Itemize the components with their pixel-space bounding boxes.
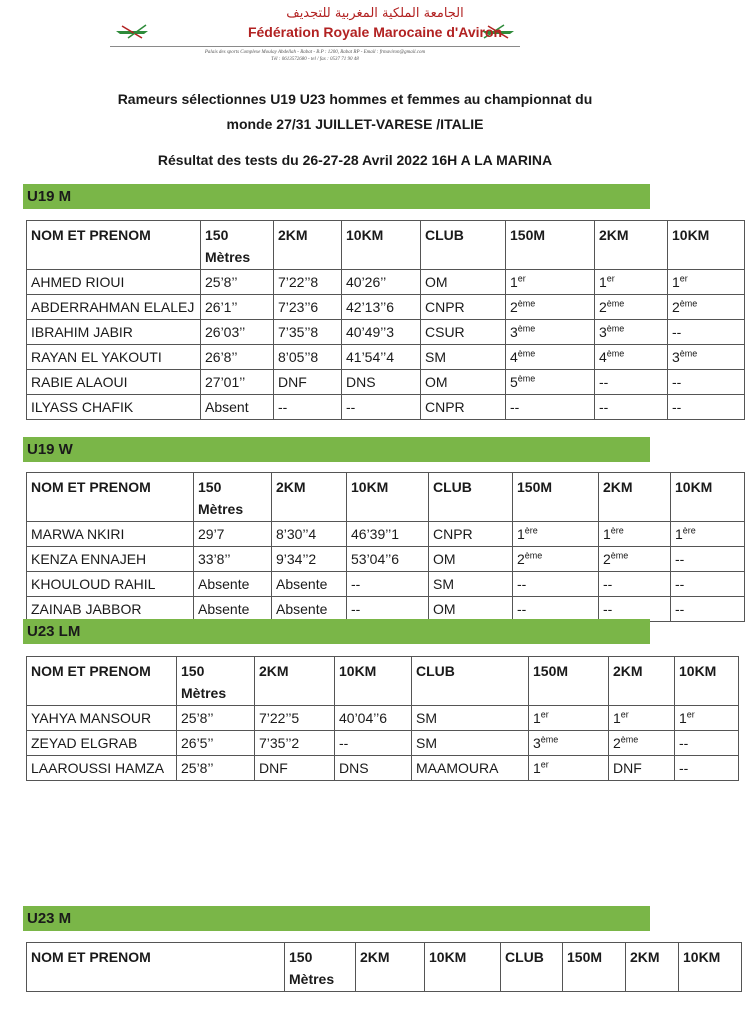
club: MAAMOURA [412,756,529,781]
header-cell: 10KM [347,473,429,522]
time-2km: 7’35’’8 [274,320,342,345]
federation-french-name: Fédération Royale Marocaine d'Aviron [247,24,503,40]
rower-name: ILYASS CHAFIK [27,395,201,420]
header-cell: 10KM [671,473,745,522]
time-10km: 41’54’’4 [342,345,421,370]
header-cell: 150M [506,221,595,270]
time-2km: 7’22’’8 [274,270,342,295]
header-cell: NOM ET PRENOM [27,473,194,522]
time-2km: 7’35’’2 [255,731,335,756]
club: CNPR [421,395,506,420]
club: OM [421,270,506,295]
time-150m: 26’03’’ [201,320,274,345]
time-150m: Absente [194,597,272,622]
rank-2km: 2ème [599,547,671,572]
header-cell: CLUB [429,473,513,522]
table-row [27,345,745,370]
rank-150m: 1ère [513,522,599,547]
table-row [27,597,745,622]
rower-name: LAAROUSSI HAMZA [27,756,177,781]
time-10km: 46’39’’1 [347,522,429,547]
time-10km: DNS [335,756,412,781]
time-10km: 42’13’’6 [342,295,421,320]
time-2km: DNF [255,756,335,781]
rank-150m: 2ème [513,547,599,572]
rank-150m: 5ème [506,370,595,395]
phone-line: Tél : 0613572680 - tel / fax : 0537 71 90 48 [271,56,359,62]
time-10km: 40’04’’6 [335,706,412,731]
table-row [27,547,745,572]
section-header-u23-m: U23 M [23,906,650,931]
rower-name: ABDERRAHMAN ELALEJ [27,295,201,320]
club: OM [429,547,513,572]
header-cell: 2KM [595,221,668,270]
header-cell: 2KM [599,473,671,522]
document-title-line-2: monde 27/31 JUILLET-VARESE /ITALIE [226,116,484,132]
club: SM [412,731,529,756]
document-title-line-1: Rameurs sélectionnes U19 U23 hommes et femmes au championnat du [117,91,593,107]
rower-name: YAHYA MANSOUR [27,706,177,731]
rank-2km: -- [599,597,671,622]
rower-name: KHOULOUD RAHIL [27,572,194,597]
time-10km: 40’26’’ [342,270,421,295]
header-cell: 10KM [335,657,412,706]
rank-10km: 1er [675,706,739,731]
results-table-u23-m [26,942,742,992]
time-2km: 8’05’’8 [274,345,342,370]
header-cell: 10KM [668,221,745,270]
header-cell: CLUB [501,943,563,992]
rank-150m: -- [506,395,595,420]
rank-150m: -- [513,597,599,622]
header-cell: 10KM [342,221,421,270]
time-2km: 9’34’’2 [272,547,347,572]
time-2km: -- [274,395,342,420]
header-cell: 150 Mètres [194,473,272,522]
rower-name: IBRAHIM JABIR [27,320,201,345]
header-cell: 150M [529,657,609,706]
header-cell: 2KM [356,943,425,992]
table-header-row [27,943,742,992]
time-2km: 8’30’’4 [272,522,347,547]
rank-150m: 3ème [529,731,609,756]
rank-2km: 2ème [609,731,675,756]
rower-name: MARWA NKIRI [27,522,194,547]
time-10km: -- [342,395,421,420]
rank-10km: -- [675,756,739,781]
letterhead-divider [110,46,520,47]
header-cell: 2KM [255,657,335,706]
header-cell: 150 Mètres [285,943,356,992]
header-cell: 2KM [609,657,675,706]
rank-10km: -- [668,370,745,395]
table-row [27,270,745,295]
rank-150m: 1er [529,706,609,731]
header-cell: 150M [513,473,599,522]
table-header-row [27,221,745,270]
time-2km: Absente [272,597,347,622]
table-row [27,756,739,781]
header-cell: NOM ET PRENOM [27,657,177,706]
header-cell: NOM ET PRENOM [27,221,201,270]
results-table-u19-w [26,472,745,622]
rank-2km: 4ème [595,345,668,370]
rank-10km: 1er [668,270,745,295]
document-subtitle: Résultat des tests du 26-27-28 Avril 2022 16H A LA MARINA [157,152,553,168]
rank-2km: 2ème [595,295,668,320]
time-150m: 26’8’’ [201,345,274,370]
time-2km: DNF [274,370,342,395]
rank-2km: DNF [609,756,675,781]
header-cell: 150 Mètres [177,657,255,706]
results-table-u23-lm [26,656,739,781]
time-10km: 40’49’’3 [342,320,421,345]
header-cell: CLUB [412,657,529,706]
club: SM [421,345,506,370]
results-table-u19-m [26,220,745,420]
rank-10km: 3ème [668,345,745,370]
time-150m: Absent [201,395,274,420]
rank-10km: 2ème [668,295,745,320]
header-cell: 10KM [679,943,742,992]
rank-150m: 1er [506,270,595,295]
section-header-u19-m: U19 M [23,184,650,209]
time-10km: -- [347,572,429,597]
club: OM [421,370,506,395]
letterhead [0,0,750,70]
header-cell: 2KM [272,473,347,522]
club: SM [412,706,529,731]
rower-name: KENZA ENNAJEH [27,547,194,572]
rank-150m: 4ème [506,345,595,370]
time-10km: DNS [342,370,421,395]
table-header-row [27,657,739,706]
rower-name: RAYAN EL YAKOUTI [27,345,201,370]
time-2km: 7’23’’6 [274,295,342,320]
club: SM [429,572,513,597]
time-150m: 27’01’’ [201,370,274,395]
rank-10km: -- [671,547,745,572]
time-150m: 33’8’’ [194,547,272,572]
rank-10km: -- [671,572,745,597]
table-row [27,522,745,547]
header-cell: 2KM [626,943,679,992]
header-cell: 10KM [675,657,739,706]
rank-10km: -- [675,731,739,756]
header-cell: 10KM [425,943,501,992]
time-150m: 25’8’’ [177,706,255,731]
club: CSUR [421,320,506,345]
time-10km: -- [335,731,412,756]
rower-name: RABIE ALAOUI [27,370,201,395]
time-150m: 26’5’’ [177,731,255,756]
time-150m: 26’1’’ [201,295,274,320]
rank-2km: 1ère [599,522,671,547]
rank-2km: -- [595,395,668,420]
header-cell: 150 Mètres [201,221,274,270]
rank-10km: -- [668,320,745,345]
table-row [27,572,745,597]
table-row [27,320,745,345]
time-150m: 29’7 [194,522,272,547]
time-150m: 25’8’’ [177,756,255,781]
rower-name: AHMED RIOUI [27,270,201,295]
rank-150m: -- [513,572,599,597]
rower-name: ZAINAB JABBOR [27,597,194,622]
rank-2km: 3ème [595,320,668,345]
table-row [27,370,745,395]
rank-2km: 1er [595,270,668,295]
rank-2km: -- [599,572,671,597]
header-cell: CLUB [421,221,506,270]
address-line: Palais des sports Complexe Moulay Abdellah - Rabat - B.P : 1200, Rabat RP - Email : frmaviron@gmail.com [204,50,426,55]
club: OM [429,597,513,622]
rank-150m: 1er [529,756,609,781]
header-cell: 2KM [274,221,342,270]
table-row [27,295,745,320]
rank-150m: 3ème [506,320,595,345]
section-header-u19-w: U19 W [23,437,650,462]
time-150m: 25’8’’ [201,270,274,295]
table-row [27,395,745,420]
table-header-row [27,473,745,522]
time-2km: Absente [272,572,347,597]
header-cell: 150M [563,943,626,992]
header-cell: NOM ET PRENOM [27,943,285,992]
time-10km: -- [347,597,429,622]
rank-10km: -- [671,597,745,622]
time-150m: Absente [194,572,272,597]
rank-150m: 2ème [506,295,595,320]
club: CNPR [421,295,506,320]
section-header-u23-lm: U23 LM [23,619,650,644]
club: CNPR [429,522,513,547]
time-10km: 53’04’’6 [347,547,429,572]
rank-10km: 1ère [671,522,745,547]
federation-arabic-name: الجامعة الملكية المغربية للتجديف [286,6,464,21]
rank-2km: 1er [609,706,675,731]
federation-address [110,50,520,63]
time-2km: 7’22’’5 [255,706,335,731]
table-row [27,706,739,731]
rower-name: ZEYAD ELGRAB [27,731,177,756]
table-row [27,731,739,756]
rank-10km: -- [668,395,745,420]
rank-2km: -- [595,370,668,395]
